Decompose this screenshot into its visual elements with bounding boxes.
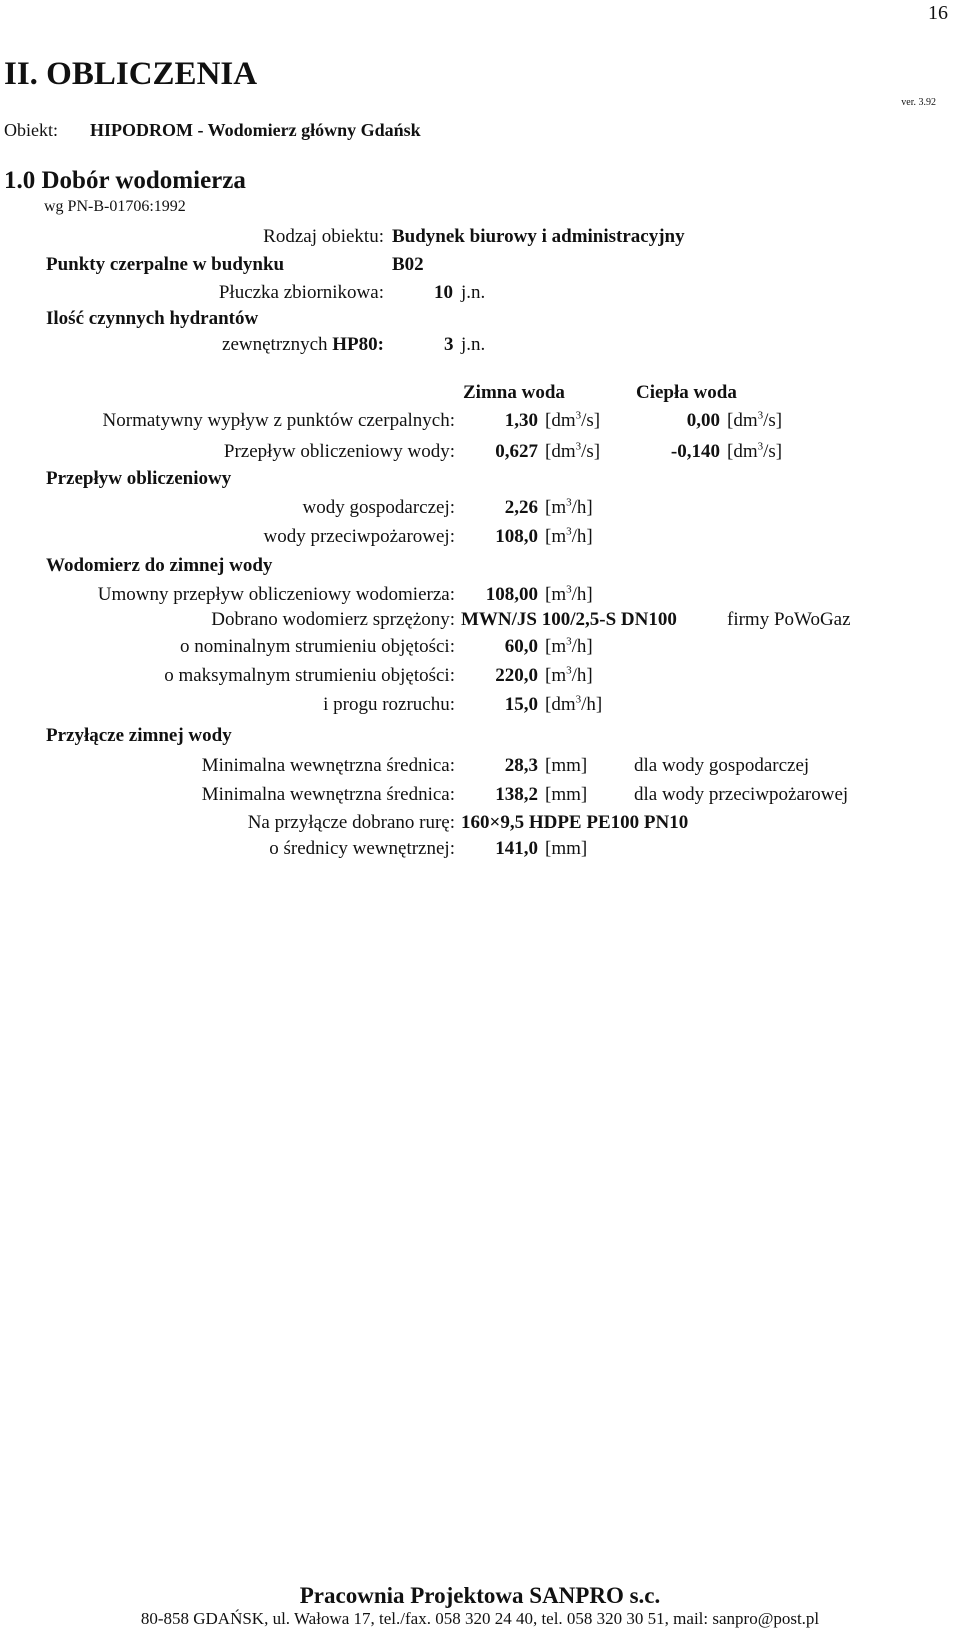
design-flow-cold: 0,627 <box>495 441 538 462</box>
max-flow-unit: $[m^3/h]$ <box>545 664 593 686</box>
cistern-unit: j.n. <box>461 282 486 303</box>
pipe-selected-label: Na przyłącze dobrano rurę: <box>247 812 455 833</box>
normative-flow-hot: 0,00 <box>686 410 720 431</box>
design-flow-hot: -0,140 <box>670 441 720 462</box>
fire-water-value: 108,0 <box>495 526 538 547</box>
design-flow-heading: Przepływ obliczeniowy <box>46 468 232 489</box>
utility-water-label: wody gospodarczej: <box>302 497 455 518</box>
start-threshold-label: i progu rozruchu: <box>323 694 455 715</box>
pipe-selected-value: 160×9,5 HDPE PE100 PN10 <box>461 812 689 833</box>
page-title: II. OBLICZENIA <box>4 56 258 92</box>
nominal-flow-label: o nominalnym strumieniu objętości: <box>180 636 455 657</box>
meter-manufacturer: firmy PoWoGaz <box>727 609 851 630</box>
design-flow-cold-unit: $[dm^3/s]$ <box>545 440 601 462</box>
hp80-unit: j.n. <box>461 334 486 355</box>
meter-flow-unit: $[m^3/h]$ <box>545 583 593 605</box>
cold-water-header: Zimna woda <box>463 382 565 403</box>
min-diameter-utility-unit: [mm] <box>545 755 588 776</box>
meter-selected-value: MWN/JS 100/2,5-S DN100 <box>461 609 677 630</box>
fire-water-label: wody przeciwpożarowej: <box>263 526 455 547</box>
hot-water-header: Ciepła woda <box>636 382 737 403</box>
fire-water-unit: $[m^3/h]$ <box>545 525 593 547</box>
draw-points-label: Punkty czerpalne w budynku <box>46 254 285 275</box>
hp80-label: zewnętrznych HP80: <box>222 334 384 355</box>
object-type-value: Budynek biurowy i administracyjny <box>392 226 685 247</box>
footer-company: Pracownia Projektowa SANPRO s.c. <box>299 1583 661 1608</box>
standard-label: wg PN-B-01706:1992 <box>44 198 186 215</box>
inner-diameter-unit: [mm] <box>545 838 588 859</box>
meter-flow-label: Umowny przepływ obliczeniowy wodomierza: <box>97 584 455 605</box>
meter-flow-value: 108,00 <box>485 584 538 605</box>
utility-water-unit: $[m^3/h]$ <box>545 496 593 518</box>
draw-points-value: B02 <box>392 254 424 275</box>
page-number: 16 <box>928 2 948 24</box>
start-threshold-unit: $[dm^3/h]$ <box>545 693 603 715</box>
inner-diameter-label: o średnicy wewnętrznej: <box>269 838 455 859</box>
nominal-flow-value: 60,0 <box>504 636 538 657</box>
version-label: ver. 3.92 <box>901 97 936 108</box>
design-flow-hot-unit: $[dm^3/s]$ <box>727 440 783 462</box>
start-threshold-value: 15,0 <box>504 694 538 715</box>
max-flow-label: o maksymalnym strumieniu objętości: <box>164 665 455 686</box>
object-value: HIPODROM - Wodomierz główny Gdańsk <box>90 120 421 140</box>
min-diameter-utility-value: 28,3 <box>504 755 538 776</box>
min-diameter-fire-label: Minimalna wewnętrzna średnica: <box>201 784 455 805</box>
inner-diameter-value: 141,0 <box>495 838 538 859</box>
hydrants-heading: Ilość czynnych hydrantów <box>46 308 259 329</box>
object-label: Obiekt: <box>4 120 58 140</box>
utility-water-value: 2,26 <box>504 497 538 518</box>
min-diameter-utility-label: Minimalna wewnętrzna średnica: <box>201 755 455 776</box>
cistern-value: 10 <box>434 282 453 303</box>
design-flow-label: Przepływ obliczeniowy wody: <box>223 441 455 462</box>
hp80-value: 3 <box>444 334 454 355</box>
footer-address: 80-858 GDAŃSK, ul. Wałowa 17, tel./fax. 058 320 24 40, tel. 058 320 30 51, mail: sanpro@post.pl <box>140 1609 820 1628</box>
min-diameter-fire-unit: [mm] <box>545 784 588 805</box>
normative-flow-cold-unit: $[dm^3/s]$ <box>545 409 601 431</box>
object-type-label: Rodzaj obiektu: <box>263 226 384 247</box>
water-meter-heading: Wodomierz do zimnej wody <box>46 555 273 576</box>
max-flow-value: 220,0 <box>495 665 538 686</box>
meter-selected-label: Dobrano wodomierz sprzężony: <box>211 609 455 630</box>
normative-flow-hot-unit: $[dm^3/s]$ <box>727 409 783 431</box>
cistern-label: Płuczka zbiornikowa: <box>218 282 384 303</box>
nominal-flow-unit: $[m^3/h]$ <box>545 635 593 657</box>
connection-heading: Przyłącze zimnej wody <box>46 725 232 746</box>
normative-flow-label: Normatywny wypływ z punktów czerpalnych: <box>102 410 455 431</box>
min-diameter-fire-note: dla wody przeciwpożarowej <box>634 784 849 805</box>
normative-flow-cold: 1,30 <box>504 410 538 431</box>
min-diameter-utility-note: dla wody gospodarczej <box>634 755 810 776</box>
section-title: 1.0 Dobór wodomierza <box>4 167 246 194</box>
min-diameter-fire-value: 138,2 <box>495 784 538 805</box>
